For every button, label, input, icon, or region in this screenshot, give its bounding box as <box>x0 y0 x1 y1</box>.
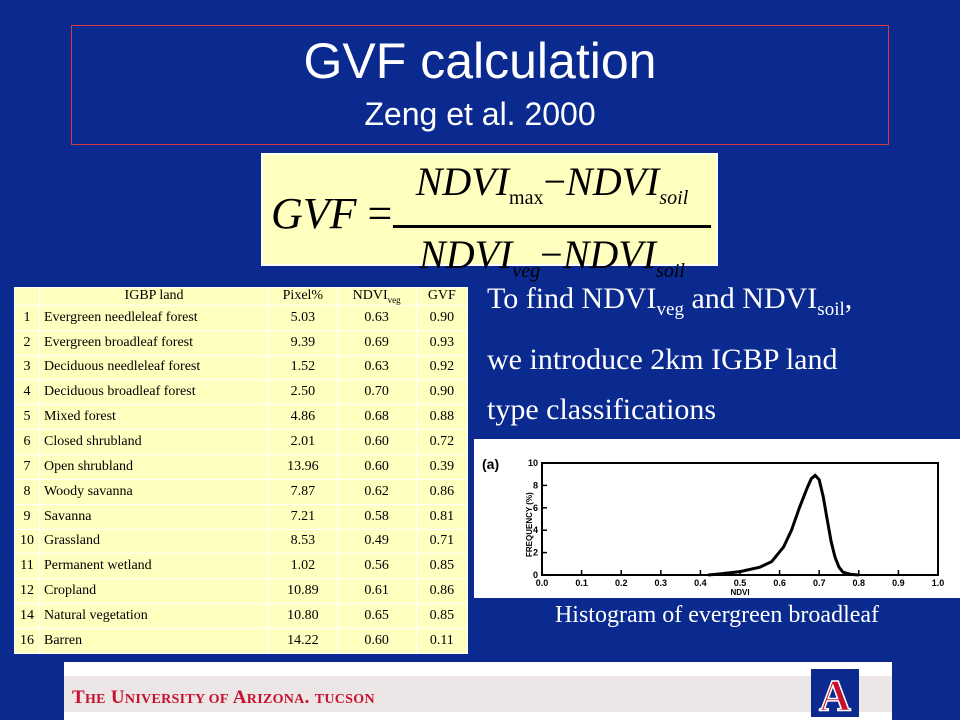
desc-text-b: and NDVI <box>683 282 818 315</box>
cell-ndvi-veg: 0.60 <box>337 628 416 653</box>
desc-line-3: type classifications <box>487 393 717 426</box>
cell-land-type: Natural vegetation <box>40 604 269 629</box>
cell-gvf: 0.85 <box>416 554 467 579</box>
num-minus: − <box>543 159 567 204</box>
university-name[interactable] <box>72 687 375 709</box>
cell-ndvi-veg: 0.58 <box>337 504 416 529</box>
num-sub-max: max <box>509 187 544 209</box>
cell-gvf: 0.39 <box>416 454 467 479</box>
table-row <box>15 430 468 455</box>
title-box <box>71 25 889 145</box>
x-tick-label: 1.0 <box>931 578 945 588</box>
slide-title: GVF calculation <box>303 33 657 89</box>
y-tick-label: 2 <box>532 547 538 558</box>
cell-ndvi-veg: 0.68 <box>337 405 416 430</box>
cell-gvf: 0.90 <box>416 380 467 405</box>
cell-index: 3 <box>15 355 40 380</box>
cell-gvf: 0.86 <box>416 479 467 504</box>
university-logo-icon[interactable] <box>808 666 862 720</box>
histogram-ticks <box>528 458 944 588</box>
logo-letter: A <box>819 671 851 720</box>
slide-subtitle: Zeng et al. 2000 <box>364 96 596 132</box>
x-tick-label: 0.4 <box>694 578 707 588</box>
cell-gvf: 0.90 <box>416 305 467 330</box>
cell-gvf: 0.72 <box>416 430 467 455</box>
y-tick-label: 10 <box>527 458 538 468</box>
table-row <box>15 554 468 579</box>
cell-gvf: 0.88 <box>416 405 467 430</box>
header-ndvi-text: NDVI <box>352 288 388 303</box>
header-gvf: GVF <box>416 288 467 306</box>
x-tick-label: 0.5 <box>733 578 747 588</box>
cell-land-type: Woody savanna <box>40 479 269 504</box>
table-row <box>15 355 468 380</box>
cell-land-type: Mixed forest <box>40 405 269 430</box>
desc-text-a: To find NDVI <box>487 282 657 315</box>
footer-u-rest: NIVERSITY OF <box>124 692 229 707</box>
cell-land-type: Evergreen needleleaf forest <box>40 305 269 330</box>
histogram-svg <box>474 439 960 598</box>
cell-pixel: 7.21 <box>269 504 338 529</box>
cell-index: 10 <box>15 529 40 554</box>
cell-pixel: 9.39 <box>269 330 338 355</box>
histogram-ylabel: FREQUENCY (%) <box>525 492 534 557</box>
histogram-figure <box>474 439 960 598</box>
cell-index: 6 <box>15 430 40 455</box>
cell-ndvi-veg: 0.61 <box>337 579 416 604</box>
cell-gvf: 0.85 <box>416 604 467 629</box>
cell-ndvi-veg: 0.69 <box>337 330 416 355</box>
table-header-row <box>15 288 468 306</box>
cell-pixel: 10.80 <box>269 604 338 629</box>
table-row <box>15 454 468 479</box>
cell-index: 7 <box>15 454 40 479</box>
den-ndvi-b: NDVI <box>562 232 657 277</box>
x-tick-label: 0.8 <box>852 578 866 588</box>
num-ndvi-a: NDVI <box>415 159 510 204</box>
footer-banner <box>64 662 892 720</box>
footer-comma: . <box>304 687 310 708</box>
cell-gvf: 0.71 <box>416 529 467 554</box>
cell-index: 2 <box>15 330 40 355</box>
cell-ndvi-veg: 0.65 <box>337 604 416 629</box>
header-ndvi-veg <box>337 288 416 306</box>
cell-index: 1 <box>15 305 40 330</box>
y-tick-label: 0 <box>532 570 538 580</box>
table-row <box>15 529 468 554</box>
den-sub-soil: soil <box>656 260 685 282</box>
table-body <box>15 305 468 653</box>
x-tick-label: 0.9 <box>892 578 905 588</box>
cell-land-type: Savanna <box>40 504 269 529</box>
desc-line-1 <box>487 274 957 335</box>
footer-a-initial: A <box>232 687 247 708</box>
cell-gvf: 0.93 <box>416 330 467 355</box>
cell-land-type: Deciduous broadleaf forest <box>40 380 269 405</box>
table-row <box>15 628 468 653</box>
histogram-curve <box>708 475 859 575</box>
table-row <box>15 305 468 330</box>
cell-land-type: Deciduous needleleaf forest <box>40 355 269 380</box>
table-row <box>15 504 468 529</box>
cell-pixel: 8.53 <box>269 529 338 554</box>
num-sub-soil: soil <box>659 187 689 209</box>
cell-land-type: Cropland <box>40 579 269 604</box>
table-row <box>15 380 468 405</box>
header-index <box>15 288 40 306</box>
x-tick-label: 0.7 <box>812 578 826 588</box>
cell-index: 11 <box>15 554 40 579</box>
den-minus: − <box>540 232 563 277</box>
cell-land-type: Permanent wetland <box>40 554 269 579</box>
desc-line-2: we introduce 2km IGBP land <box>487 343 838 376</box>
x-tick-label: 0.3 <box>654 578 668 588</box>
x-tick-label: 0.1 <box>575 578 588 588</box>
cell-gvf: 0.86 <box>416 579 467 604</box>
footer-a-rest: RIZONA <box>246 692 305 707</box>
description <box>487 274 957 435</box>
footer-the-rest: HE <box>84 692 106 707</box>
den-ndvi-a: NDVI <box>419 232 513 277</box>
igbp-table <box>14 287 468 654</box>
cell-index: 14 <box>15 604 40 629</box>
formula-lhs <box>271 188 392 239</box>
cell-pixel: 13.96 <box>269 454 338 479</box>
histogram-caption: Histogram of evergreen broadleaf <box>554 602 880 628</box>
footer-the-initial: T <box>72 687 85 708</box>
cell-land-type: Barren <box>40 628 269 653</box>
cell-pixel: 2.50 <box>269 380 338 405</box>
cell-index: 8 <box>15 479 40 504</box>
cell-pixel: 10.89 <box>269 579 338 604</box>
num-ndvi-b: NDVI <box>566 159 660 204</box>
cell-ndvi-veg: 0.62 <box>337 479 416 504</box>
cell-ndvi-veg: 0.70 <box>337 380 416 405</box>
cell-ndvi-veg: 0.63 <box>337 305 416 330</box>
x-tick-label: 0.2 <box>614 578 628 588</box>
den-sub-veg: veg <box>512 260 541 282</box>
cell-ndvi-veg: 0.60 <box>337 430 416 455</box>
desc-comma: , <box>844 282 853 315</box>
x-tick-label: 0.0 <box>535 578 549 588</box>
cell-land-type: Open shrubland <box>40 454 269 479</box>
histogram-panel-label: (a) <box>482 456 500 472</box>
cell-pixel: 1.52 <box>269 355 338 380</box>
gvf-formula <box>261 153 718 282</box>
table-row <box>15 405 468 430</box>
table-row <box>15 579 468 604</box>
cell-index: 9 <box>15 504 40 529</box>
formula-numerator <box>387 157 717 223</box>
cell-gvf: 0.81 <box>416 504 467 529</box>
igbp-table-wrap <box>14 287 468 654</box>
cell-pixel: 5.03 <box>269 305 338 330</box>
cell-index: 5 <box>15 405 40 430</box>
cell-pixel: 7.87 <box>269 479 338 504</box>
header-pixel: Pixel% <box>269 288 338 306</box>
cell-ndvi-veg: 0.49 <box>337 529 416 554</box>
fraction-bar <box>393 225 711 228</box>
y-tick-label: 4 <box>532 525 538 536</box>
y-tick-label: 6 <box>532 502 538 513</box>
cell-land-type: Closed shrubland <box>40 430 269 455</box>
header-igbp-land: IGBP land <box>40 288 269 306</box>
histogram-frame <box>542 463 938 575</box>
cell-pixel: 4.86 <box>269 405 338 430</box>
y-tick-label: 8 <box>532 480 538 491</box>
cell-pixel: 14.22 <box>269 628 338 653</box>
table-row <box>15 330 468 355</box>
cell-gvf: 0.92 <box>416 355 467 380</box>
cell-land-type: Evergreen broadleaf forest <box>40 330 269 355</box>
footer-tucson: TUCSON <box>314 692 375 707</box>
histogram-xlabel: NDVI <box>730 588 750 597</box>
footer-u-initial: U <box>110 687 125 708</box>
cell-pixel: 2.01 <box>269 430 338 455</box>
desc-sub-veg: veg <box>656 299 684 320</box>
header-ndvi-sub: veg <box>387 294 401 305</box>
cell-ndvi-veg: 0.63 <box>337 355 416 380</box>
formula-gvf: GVF <box>271 189 357 238</box>
cell-index: 12 <box>15 579 40 604</box>
table-row <box>15 604 468 629</box>
cell-ndvi-veg: 0.60 <box>337 454 416 479</box>
table-row <box>15 479 468 504</box>
cell-gvf: 0.11 <box>416 628 467 653</box>
cell-index: 4 <box>15 380 40 405</box>
x-tick-label: 0.6 <box>773 578 786 588</box>
cell-land-type: Grassland <box>40 529 269 554</box>
cell-ndvi-veg: 0.56 <box>337 554 416 579</box>
desc-sub-soil: soil <box>817 299 845 320</box>
formula-equals: = <box>367 189 393 238</box>
cell-index: 16 <box>15 628 40 653</box>
cell-pixel: 1.02 <box>269 554 338 579</box>
